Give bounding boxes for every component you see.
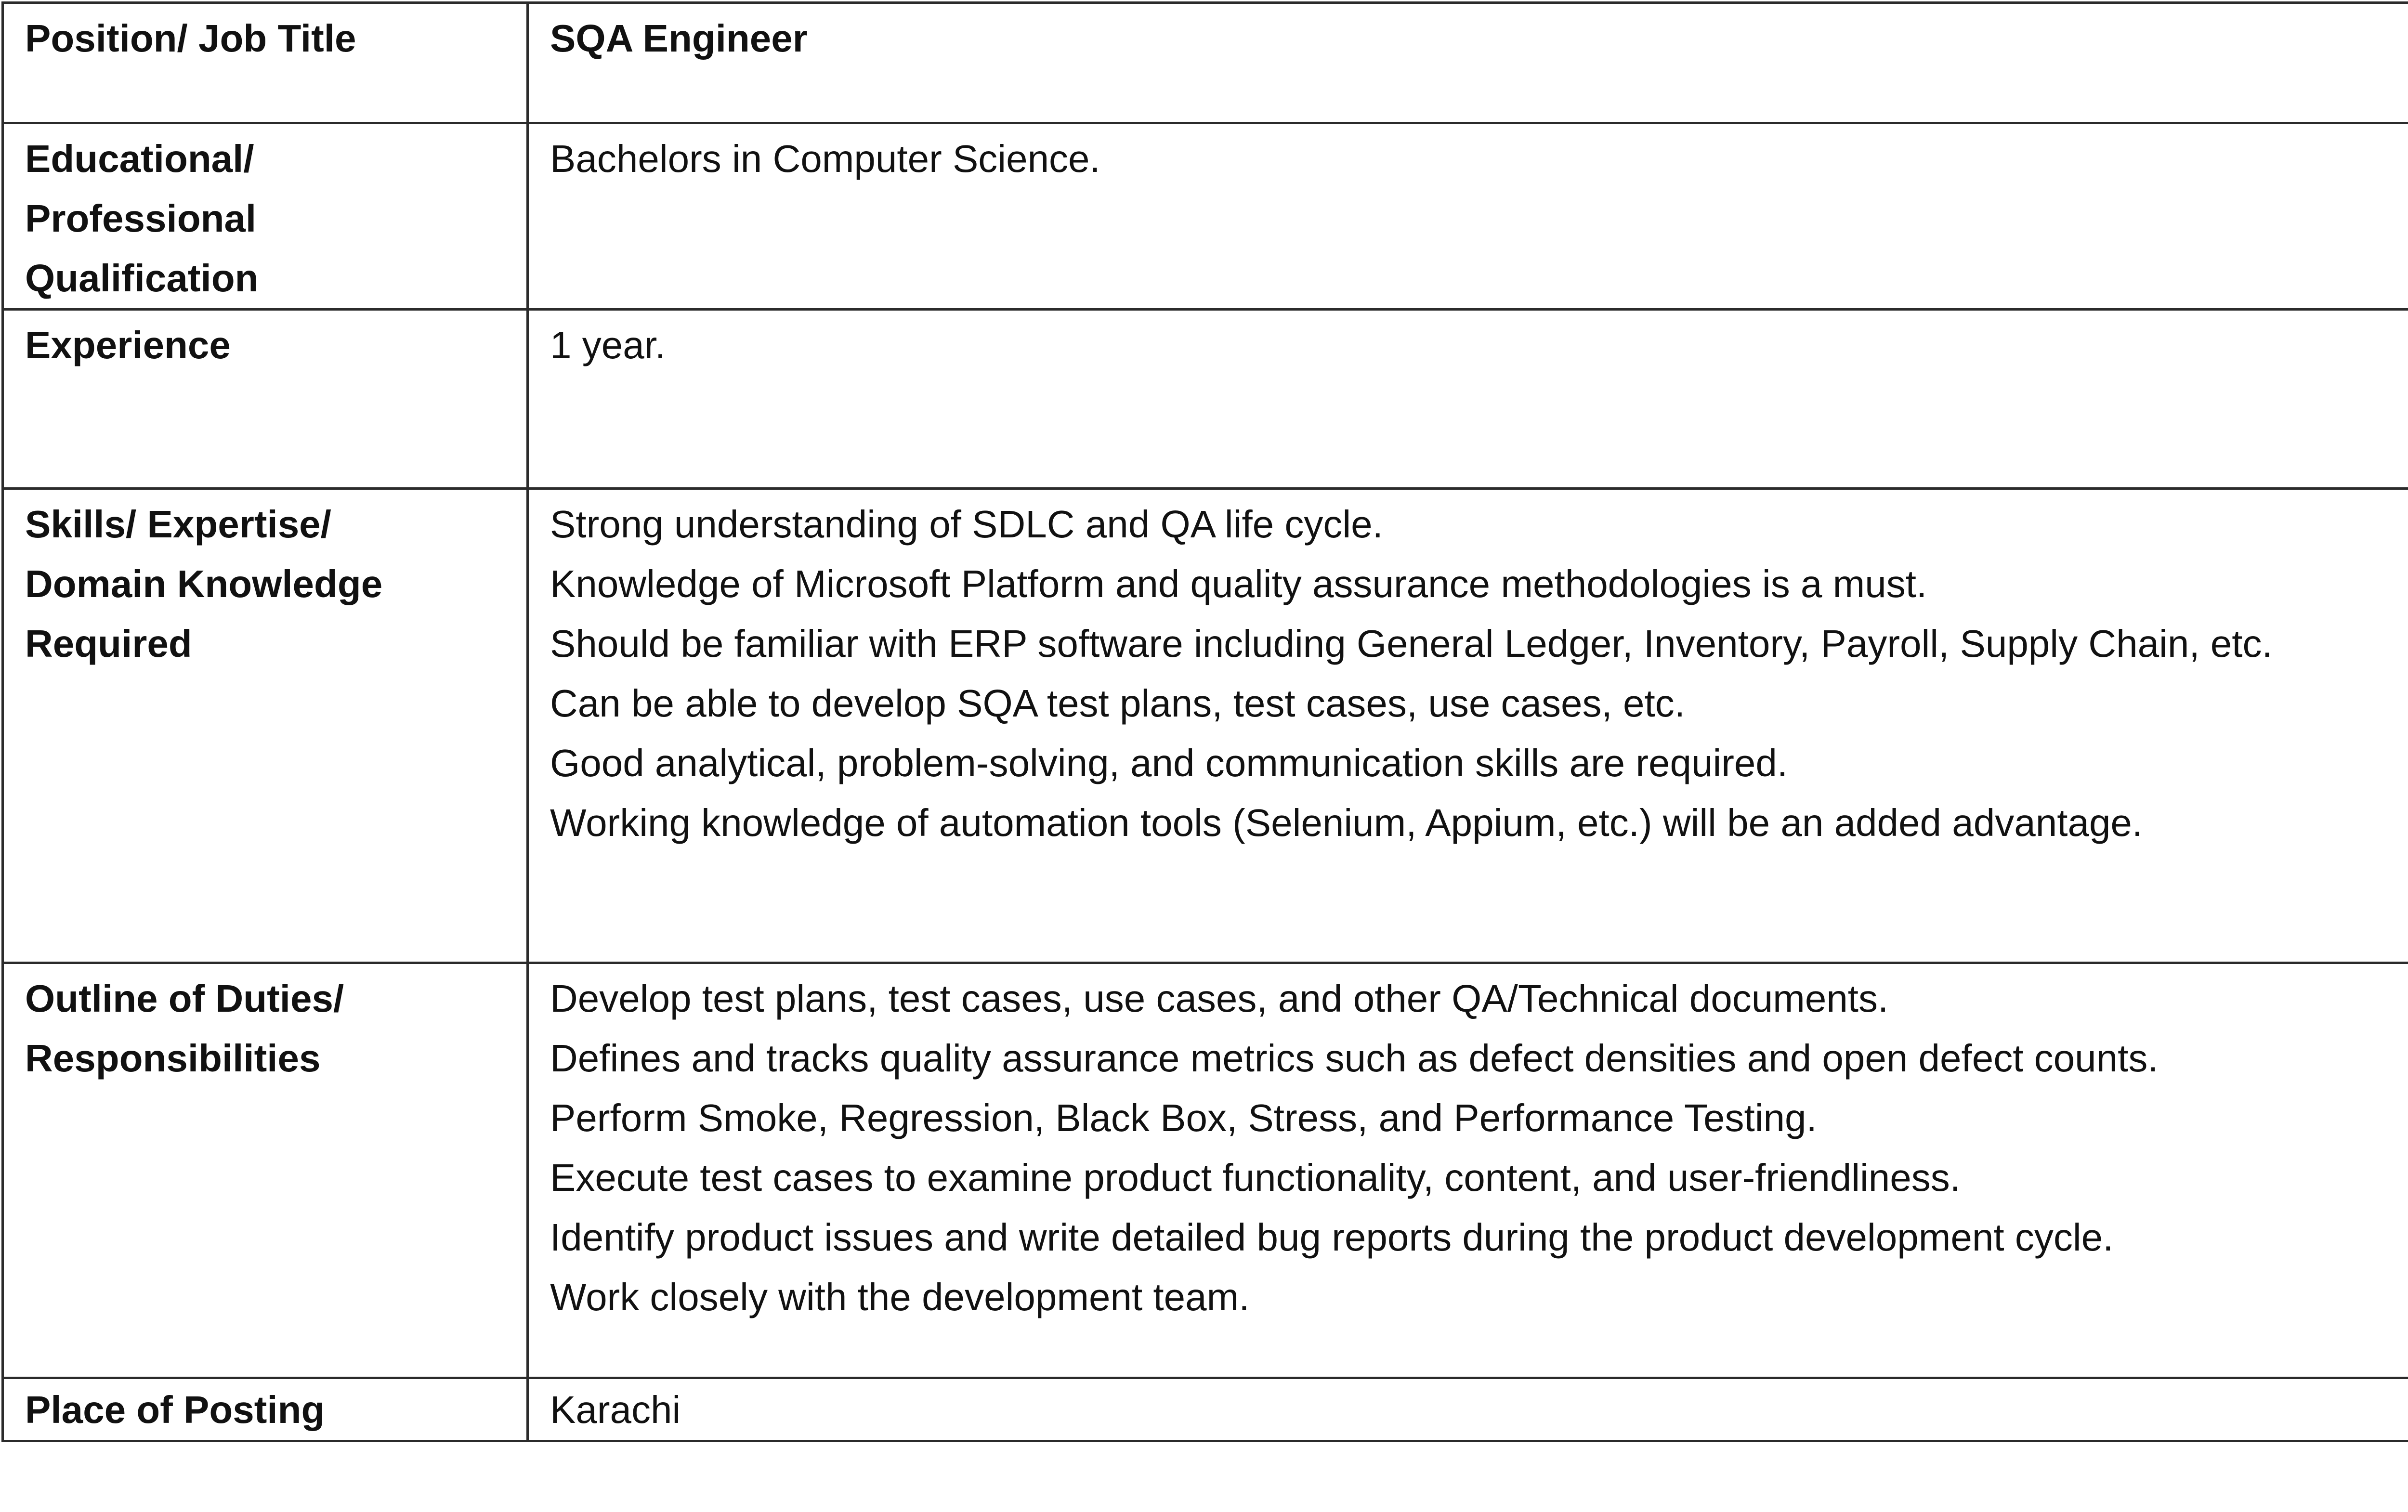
- duty-line: Execute test cases to examine product functionality, content, and user-friendliness.: [550, 1156, 1961, 1199]
- row-duties-responsibilities: [3, 963, 2408, 1378]
- value-educational-qualification: [528, 123, 2408, 310]
- label-educational-qualification: [3, 123, 528, 310]
- duty-line: Work closely with the development team.: [550, 1276, 1250, 1318]
- label-duties-responsibilities: [3, 963, 528, 1378]
- skill-line: Working knowledge of automation tools (Selenium, Appium, etc.) will be an added advantage.: [550, 801, 2143, 844]
- label-line: Required: [25, 622, 192, 665]
- label-line: Outline of Duties/: [25, 977, 344, 1020]
- value-line: 1 year.: [550, 324, 666, 366]
- skill-line: Knowledge of Microsoft Platform and quality assurance methodologies is a must.: [550, 562, 1927, 605]
- label-line: Skills/ Expertise/: [25, 503, 331, 546]
- label-skills-expertise: [3, 489, 528, 963]
- row-educational-qualification: [3, 123, 2408, 310]
- row-position-job-title: [3, 3, 2408, 123]
- row-place-of-posting: [3, 1378, 2408, 1441]
- label-line: Qualification: [25, 257, 259, 300]
- skill-line: Can be able to develop SQA test plans, test cases, use cases, etc.: [550, 682, 1685, 725]
- row-skills-expertise: [3, 489, 2408, 963]
- skill-line: Good analytical, problem-solving, and communication skills are required.: [550, 742, 1788, 784]
- skill-line: Strong understanding of SDLC and QA life cycle.: [550, 503, 1383, 546]
- label-experience: [3, 310, 528, 489]
- skill-line: Should be familiar with ERP software including General Ledger, Inventory, Payroll, Supply Chain, etc.: [550, 622, 2273, 665]
- label-position-job-title: [3, 3, 528, 123]
- value-line: Bachelors in Computer Science.: [550, 137, 1100, 180]
- duty-line: Defines and tracks quality assurance metrics such as defect densities and open defect counts.: [550, 1037, 2159, 1080]
- row-experience: [3, 310, 2408, 489]
- value-skills-expertise: [528, 489, 2408, 963]
- value-place-of-posting: [528, 1378, 2408, 1441]
- value-line: SQA Engineer: [550, 17, 808, 60]
- label-line: Responsibilities: [25, 1037, 321, 1080]
- duty-line: Develop test plans, test cases, use cases, and other QA/Technical documents.: [550, 977, 1889, 1020]
- value-experience: [528, 310, 2408, 489]
- value-duties-responsibilities: [528, 963, 2408, 1378]
- job-description-table: [1, 1, 2408, 1442]
- label-line: Domain Knowledge: [25, 562, 383, 605]
- label-line: Professional: [25, 197, 257, 240]
- label-line: Experience: [25, 324, 231, 366]
- label-line: Position/ Job Title: [25, 17, 356, 60]
- duty-line: Perform Smoke, Regression, Black Box, Stress, and Performance Testing.: [550, 1096, 1817, 1139]
- duty-line: Identify product issues and write detailed bug reports during the product development cycle.: [550, 1216, 2114, 1259]
- label-place-of-posting: [3, 1378, 528, 1441]
- label-line: Educational/: [25, 137, 254, 180]
- value-position-job-title: [528, 3, 2408, 123]
- label-line: Place of Posting: [25, 1388, 325, 1431]
- value-line: Karachi: [550, 1388, 681, 1431]
